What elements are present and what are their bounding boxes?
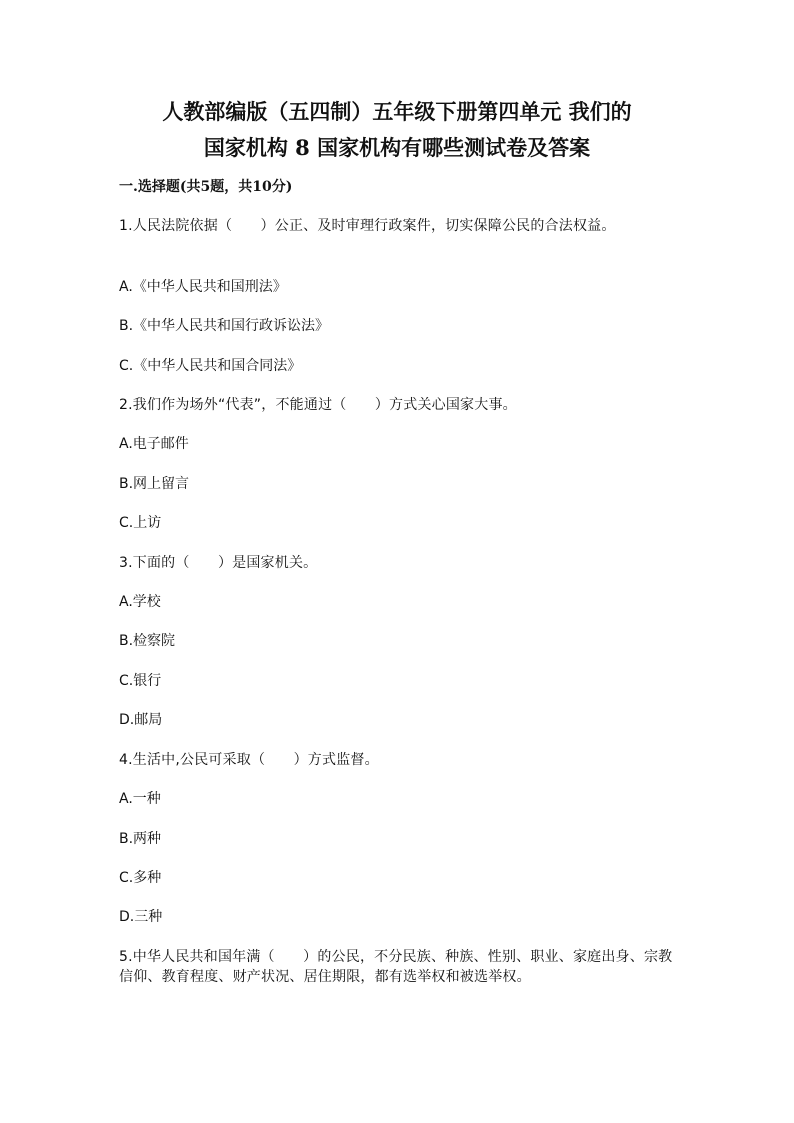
document-title xyxy=(60,94,734,166)
question-stem: 5.中华人民共和国年满（ ）的公民，不分民族、种族、性别、职业、家庭出身、宗教信仰、教育程度、财产状况、居住期限，都有选举权和被选举权。 xyxy=(119,949,673,985)
question-stem: 3.下面的（ ）是国家机关。 xyxy=(119,555,318,571)
question-1-option-a: A.《中华人民共和国刑法》 xyxy=(119,279,287,295)
question-2-option-c: C.上访 xyxy=(119,515,162,531)
question-4-option-a: A.一种 xyxy=(119,791,161,807)
question-1-option-c: C.《中华人民共和国合同法》 xyxy=(119,358,302,374)
question-3-option-b: B.检察院 xyxy=(119,633,176,649)
question-4-option-c: C.多种 xyxy=(119,870,162,886)
section-heading: 一.选择题(共5题，共10分) xyxy=(119,179,293,195)
question-3 xyxy=(119,553,679,573)
title-line-2: 国家机构 8 国家机构有哪些测试卷及答案 xyxy=(203,135,591,160)
question-4-option-b: B.两种 xyxy=(119,831,162,847)
question-stem: 2.我们作为场外“代表”，不能通过（ ）方式关心国家大事。 xyxy=(119,397,517,413)
title-line-1: 人教部编版（五四制）五年级下册第四单元 我们的 xyxy=(162,99,632,124)
question-2-option-b: B.网上留言 xyxy=(119,476,190,492)
question-1-option-b: B.《中华人民共和国行政诉讼法》 xyxy=(119,318,330,334)
question-stem: 1.人民法院依据（ ）公正、及时审理行政案件，切实保障公民的合法权益。 xyxy=(119,218,616,234)
question-2 xyxy=(119,395,679,415)
question-4-option-d: D.三种 xyxy=(119,909,163,925)
question-2-option-a: A.电子邮件 xyxy=(119,436,189,452)
question-4 xyxy=(119,750,679,770)
question-3-option-c: C.银行 xyxy=(119,673,162,689)
question-5 xyxy=(119,947,679,987)
question-stem: 4.生活中,公民可采取（ ）方式监督。 xyxy=(119,752,379,768)
question-3-option-a: A.学校 xyxy=(119,594,161,610)
question-3-option-d: D.邮局 xyxy=(119,712,163,728)
question-1 xyxy=(119,216,679,236)
